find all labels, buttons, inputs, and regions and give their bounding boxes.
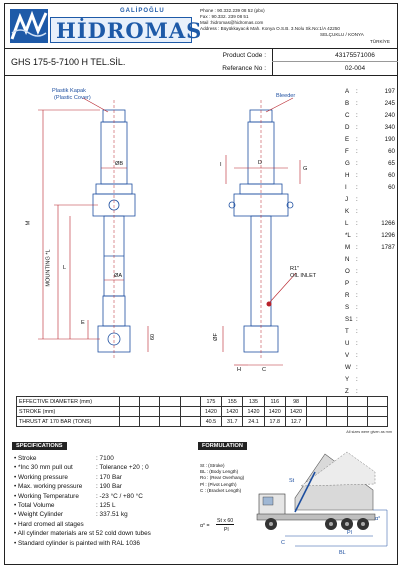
dim-value: 65: [388, 160, 395, 167]
contact-country: TÜRKİYE: [370, 39, 390, 44]
reference-value: 02-004: [344, 65, 366, 72]
dim-key: W: [345, 364, 351, 371]
specifications-title: SPECIFICATIONS: [12, 442, 67, 450]
legend-item: C : (Bracket Length): [200, 487, 242, 493]
plastic-cover-label-tr: Plastik Kapak: [52, 88, 86, 94]
oil-inlet-label: OIL INLET: [290, 273, 317, 279]
dim-c-label: C: [262, 367, 267, 373]
product-name: GHS 175-5-7100 H TEL.SİL.: [11, 57, 126, 67]
dim-key: O: [345, 268, 350, 275]
cylinder-drawing-svg: [8, 80, 338, 390]
dim-e-label: E: [81, 320, 85, 326]
contact-city: SELÇUKLU / KONYA: [320, 32, 364, 37]
dim-row-j: J :: [345, 196, 358, 203]
table-row: [17, 407, 388, 417]
formulation-title: FORMULATION: [198, 442, 247, 450]
table-row: [17, 417, 388, 427]
dim-row-b: B : 245: [345, 100, 395, 107]
dim-value: 340: [384, 124, 395, 131]
dim-key: *L: [345, 232, 351, 239]
dim-row-w: W :: [345, 364, 358, 371]
bleeder-label: Bleeder: [276, 93, 296, 99]
table-cell: 175: [200, 397, 221, 407]
formula-lhs: α° =: [200, 523, 210, 529]
dim-a-label: ØA: [114, 273, 123, 279]
legend-item: Ro : (Rear Overhang): [200, 475, 245, 481]
dim-key: D: [345, 124, 350, 131]
dim-key: N: [345, 256, 350, 263]
table-cell: 1420: [200, 407, 221, 417]
plastic-cover-label-en: (Plastic Cover): [54, 95, 91, 101]
dim-row-u: U :: [345, 340, 358, 347]
table-cell: 12.7: [285, 417, 306, 427]
dim-key: E: [345, 136, 350, 143]
cylinder-drawing: [8, 80, 338, 390]
dim-h-label: H: [237, 367, 242, 373]
contact-address: Address : Büyükkayacık Mah. Konya O.S.B. 3.Nolu Sk.No:1/A 42250: [200, 26, 340, 31]
brand-subtitle: GALİPOĞLU: [120, 8, 165, 14]
table-cell: 31.7: [222, 417, 243, 427]
dim-value: 1787: [381, 244, 395, 251]
dim-row-n: N :: [345, 256, 358, 263]
dim-key: J: [345, 196, 349, 203]
table-cell: 1420: [222, 407, 243, 417]
dim-m-label: M: [25, 220, 32, 226]
dump-truck-illustration: [255, 446, 393, 558]
stage-table: [16, 396, 388, 427]
dim-value: 197: [384, 88, 395, 95]
dim-key: K: [345, 208, 350, 215]
dim-row-o: O :: [345, 268, 358, 275]
dim-key: S: [345, 304, 350, 311]
dim-key: H: [345, 172, 350, 179]
dim-key: Y: [345, 376, 350, 383]
dim-value: 60: [388, 172, 395, 179]
dim-key: I: [345, 184, 347, 191]
product-code-label: Product Code :: [222, 52, 266, 59]
dim-mounting-label: MOUNTING *L: [45, 249, 52, 287]
dim-key: U: [345, 340, 350, 347]
dim-row-y: Y :: [345, 376, 358, 383]
formula-denominator: Pl: [224, 527, 229, 533]
table-cell: 1420: [264, 407, 285, 417]
row-label: STROKE (mm): [17, 407, 120, 417]
dim-value: 1296: [381, 232, 395, 239]
truck-icon: [257, 452, 375, 530]
dim-value: 60: [388, 184, 395, 191]
dim-key: Z: [345, 388, 349, 395]
truck-st-label: St: [289, 478, 295, 484]
header: [4, 3, 398, 49]
truck-c-label: C: [281, 540, 285, 546]
oil-inlet-size-label: R1": [290, 266, 300, 272]
dim-d-label: D: [258, 160, 263, 166]
table-cell: 1420: [243, 407, 264, 417]
dim-value: 190: [384, 136, 395, 143]
dim-row-v: V :: [345, 352, 358, 359]
dim-key: L: [345, 220, 349, 227]
dim-b-label: ØB: [115, 161, 124, 167]
dim-row-h: H : 60: [345, 172, 395, 179]
dim-row-l: L : 1266: [345, 220, 395, 227]
dim-key: F: [345, 148, 349, 155]
brand-name: HİDROMAS: [56, 18, 203, 43]
dim-row-e: E : 190: [345, 136, 395, 143]
dim-row-d: D : 340: [345, 124, 395, 131]
row-label: EFFECTIVE DIAMETER (mm): [17, 397, 120, 407]
product-code-value: 43175571006: [335, 52, 375, 59]
legend-item: St : (Stroke): [200, 463, 225, 468]
dim-key: A: [345, 88, 350, 95]
dim-row-t: T :: [345, 328, 358, 335]
legend-item: Pl : (Pivot Length): [200, 481, 237, 487]
contact-phone: Phone : 90.332.239 08 52 (pbx): [200, 8, 265, 13]
dim-row-g: G : 65: [345, 160, 395, 167]
dim-row-c: C : 240: [345, 112, 395, 119]
dim-row-r: R :: [345, 292, 358, 299]
dim-value: 240: [384, 112, 395, 119]
product-row: [4, 49, 398, 76]
dim-row-k: K :: [345, 208, 358, 215]
truck-alpha-label: α°: [375, 516, 381, 522]
formula-numerator: St x 60: [217, 518, 234, 524]
dim-value: 60: [388, 148, 395, 155]
dim-g-label: G: [303, 166, 308, 172]
table-cell: 135: [243, 397, 264, 407]
truck-bl-label: BL: [339, 550, 346, 556]
side-bottom-eye: [244, 326, 278, 352]
front-bottom-eye: [98, 326, 130, 352]
dim-i-label: I: [220, 162, 222, 168]
dim-f-label: ØF: [212, 333, 219, 341]
product-row-separator: [272, 61, 398, 62]
dim-key: V: [345, 352, 350, 359]
dim-row-p: P :: [345, 280, 358, 287]
contact-mail[interactable]: Mail :hidromas@hidromas.com: [200, 20, 264, 25]
dim-row-m: M : 1787: [345, 244, 395, 251]
dim-row-a: A : 197: [345, 88, 395, 95]
dim-row-i: I : 60: [345, 184, 395, 191]
row-label: THRUST AT 170 BAR (TONS): [17, 417, 120, 427]
product-divider: [272, 49, 273, 75]
dim-depth-label: 60: [150, 333, 157, 341]
table-cell: 40.5: [200, 417, 221, 427]
oil-inlet-port: [267, 302, 272, 307]
dim-key: B: [345, 100, 350, 107]
dim-key: M: [345, 244, 351, 251]
dim-key: T: [345, 328, 349, 335]
logo-wave-icon: [10, 9, 48, 43]
table-cell: 155: [222, 397, 243, 407]
table-cell: 98: [285, 397, 306, 407]
dim-row-s1: S1 :: [345, 316, 358, 323]
table-cell: 17.8: [264, 417, 285, 427]
table-unit-note: All sizes were given as mm: [346, 430, 392, 434]
dim-key: G: [345, 160, 350, 167]
table-cell: 116: [264, 397, 285, 407]
dim-row-l-star: *L : 1296: [345, 232, 395, 239]
table-row: [17, 397, 388, 407]
table-cell: 1420: [285, 407, 306, 417]
reference-label: Referance No :: [222, 65, 266, 72]
front-bottom-hole: [108, 333, 120, 345]
dim-key: C: [345, 112, 350, 119]
truck-pl-label: Pl: [347, 530, 352, 536]
dim-value: 1266: [381, 220, 395, 227]
dim-key: R: [345, 292, 350, 299]
legend-item: BL : (Body Length): [200, 469, 239, 475]
dim-l-label: L: [63, 265, 67, 271]
dim-row-f: F : 60: [345, 148, 395, 155]
dim-value: 245: [384, 100, 395, 107]
formulation-legend: [200, 463, 244, 494]
dim-key: S1: [345, 316, 353, 323]
dim-row-s: S :: [345, 304, 358, 311]
contact-fax: Fax : 90.332. 239 08 51: [200, 14, 249, 19]
dim-key: P: [345, 280, 350, 287]
dim-row-z: Z :: [345, 388, 358, 395]
table-cell: 24.1: [243, 417, 264, 427]
